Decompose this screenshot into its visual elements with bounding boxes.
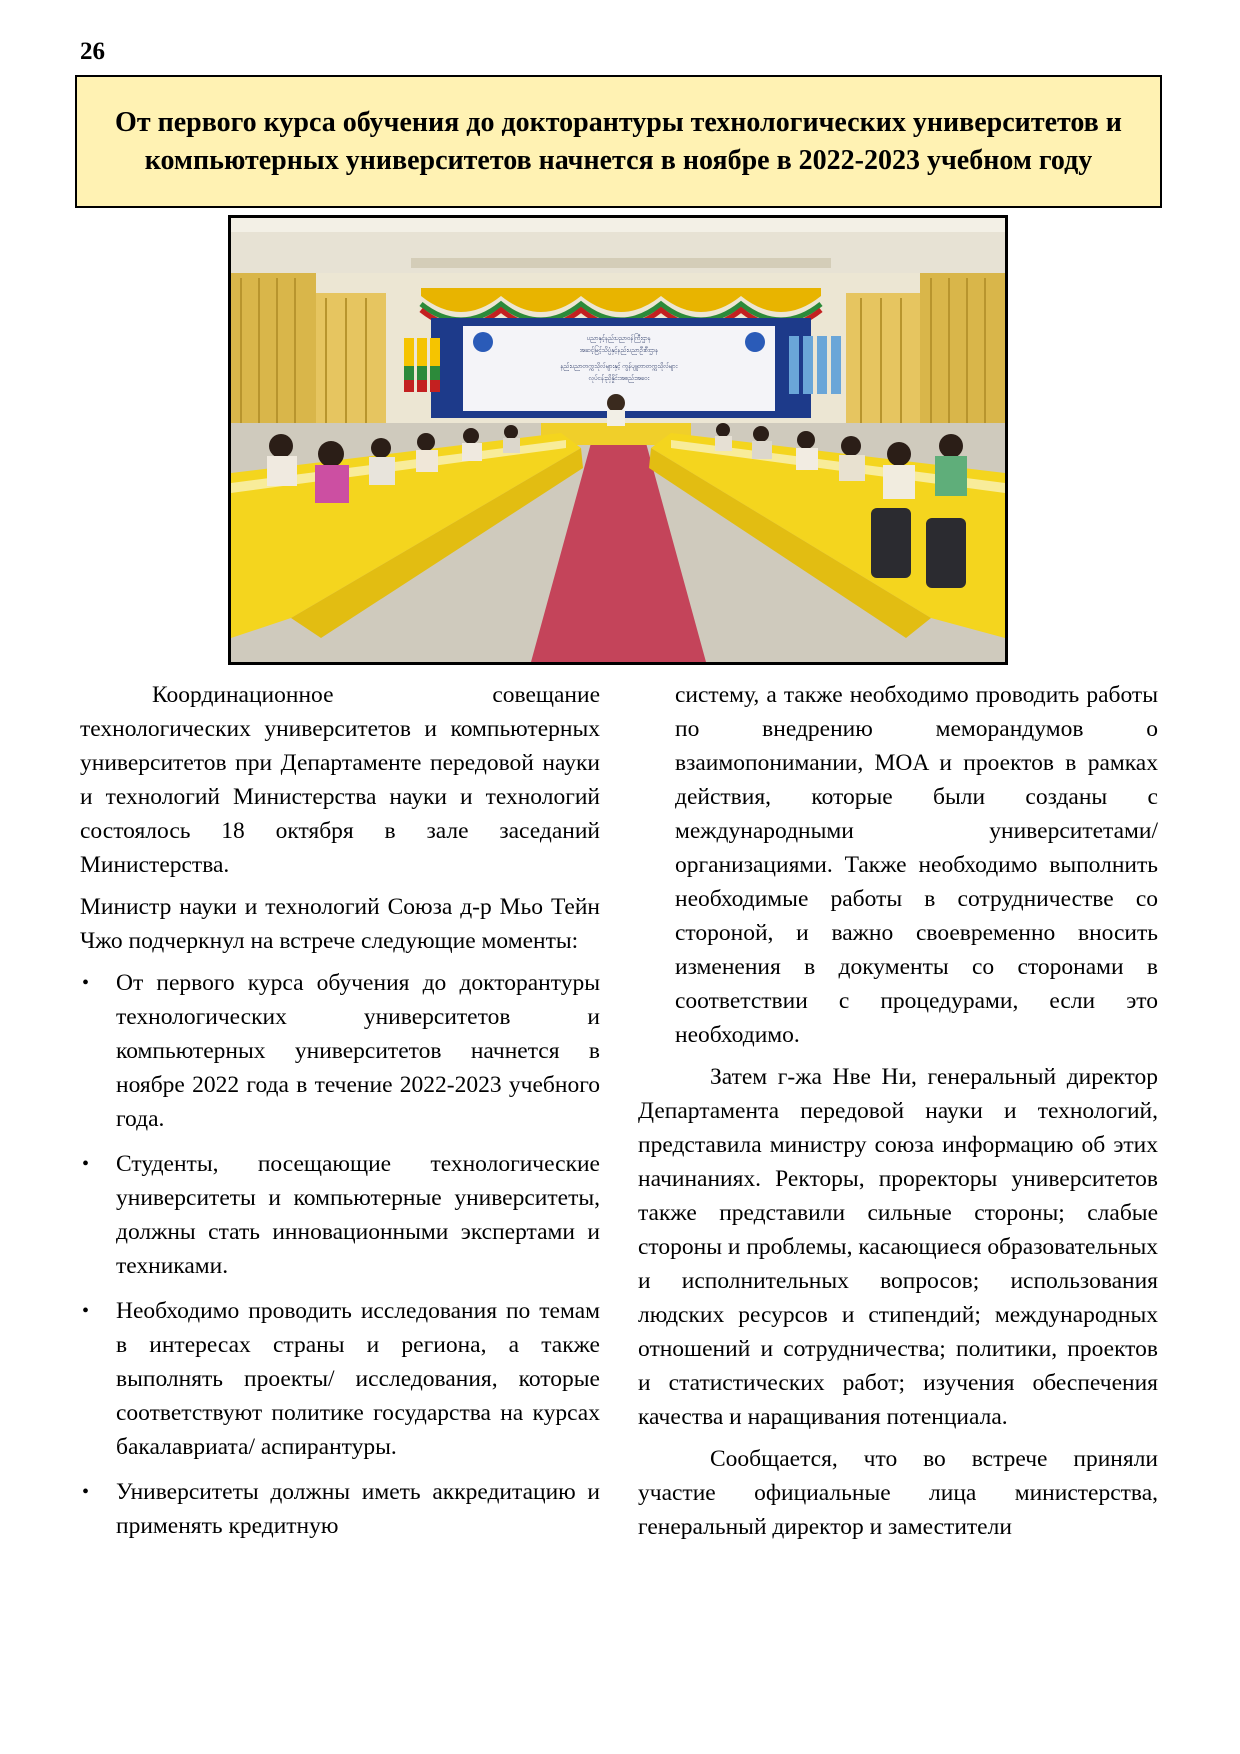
page-number: 26: [80, 38, 105, 65]
list-item: [80, 966, 600, 1136]
director-paragraph: Затем г-жа Нве Ни, генеральный директор Департамента передовой науки и технологий, представила министру союза информацию об этих начинаниях. Ректоры, проректоры университетов также представили сильные стороны; слабые стороны и проблемы, касающиеся образовательных и исполнительных вопросов; использования людских ресурсов и стипендий; международных отношений и сотрудничества; политики, проектов и статистических работ; изучения обеспечения качества и наращивания потенциала.: [638, 1064, 1158, 1430]
headline-box: [75, 75, 1162, 208]
list-item: [80, 1147, 600, 1283]
minister-paragraph: Министр науки и технологий Союза д-р Мьо Тейн Чжо подчеркнул на встрече следующие моменты:: [80, 894, 600, 954]
bullet-icon: •: [82, 1153, 90, 1175]
bullet-icon: •: [82, 1481, 90, 1503]
banner-line-2: အဆင့်မြင့်သိပ္ပံနှင့်နည်းပညာဦးစီးဌာန: [579, 347, 659, 354]
banner-line-3: နည်းပညာတက္ကသိုလ်များနှင့် ကွန်ပျူတာတက္ကသိုလ်များ: [560, 363, 678, 370]
right-column: [638, 678, 1158, 1552]
meeting-photo: [228, 215, 1008, 665]
list-item-text: Необходимо проводить исследования по темам в интересах страны и региона, а также выполнять проекты/ исследования, которые соответствуют политике государства на курсах бакалавриата/ аспирантуры.: [116, 1298, 600, 1460]
banner-line-4: လုပ်ငန်းညှိနှိုင်းအစည်းအဝေး: [588, 375, 650, 382]
list-item-text: Студенты, посещающие технологические университеты и компьютерные университеты, должны стать инновационными экспертами и техниками.: [116, 1151, 600, 1279]
bullet-icon: •: [82, 972, 90, 994]
intro-paragraph: Координационное совещание технологических университетов и компьютерных университетов при Департаменте передовой науки и технологий Министерства науки и технологий состоялось 18 октября в зале заседаний Министерства.: [80, 682, 600, 878]
list-item-text: Университеты должны иметь аккредитацию и применять кредитную: [116, 1479, 600, 1539]
list-item-text: От первого курса обучения до докторантуры технологических университетов и компьютерных университетов начнется в ноябре 2022 года в течение 2022-2023 учебного года.: [116, 970, 600, 1132]
list-item: [80, 1294, 600, 1464]
meeting-hall-photo: [231, 218, 1005, 662]
banner-line-1: ပညာနှင့်နည်းပညာဝန်ကြီးဌာန: [586, 335, 652, 342]
bullet-icon: •: [82, 1300, 90, 1322]
participants-paragraph: Сообщается, что во встрече приняли участие официальные лица министерства, генеральный директор и заместители: [638, 1446, 1158, 1540]
list-item: [80, 1475, 600, 1543]
headline: От первого курса обучения до докторантуры технологических университетов и компьютерных университетов начнется в ноябре в 2022-2023 учебном году: [115, 106, 1122, 176]
key-points-list: [80, 966, 600, 1543]
continuation-paragraph: систему, а также необходимо проводить работы по внедрению меморандумов о взаимопонимании, MOA и проектов в рамках действия, которые были созданы с международными университетами/ организациями. Также необходимо выполнить необходимые работы в сотрудничестве со стороной, и важно своевременно вносить изменения в документы со сторонами в соответствии с процедурами, если это необходимо.: [675, 682, 1158, 1048]
left-column: [80, 678, 600, 1554]
